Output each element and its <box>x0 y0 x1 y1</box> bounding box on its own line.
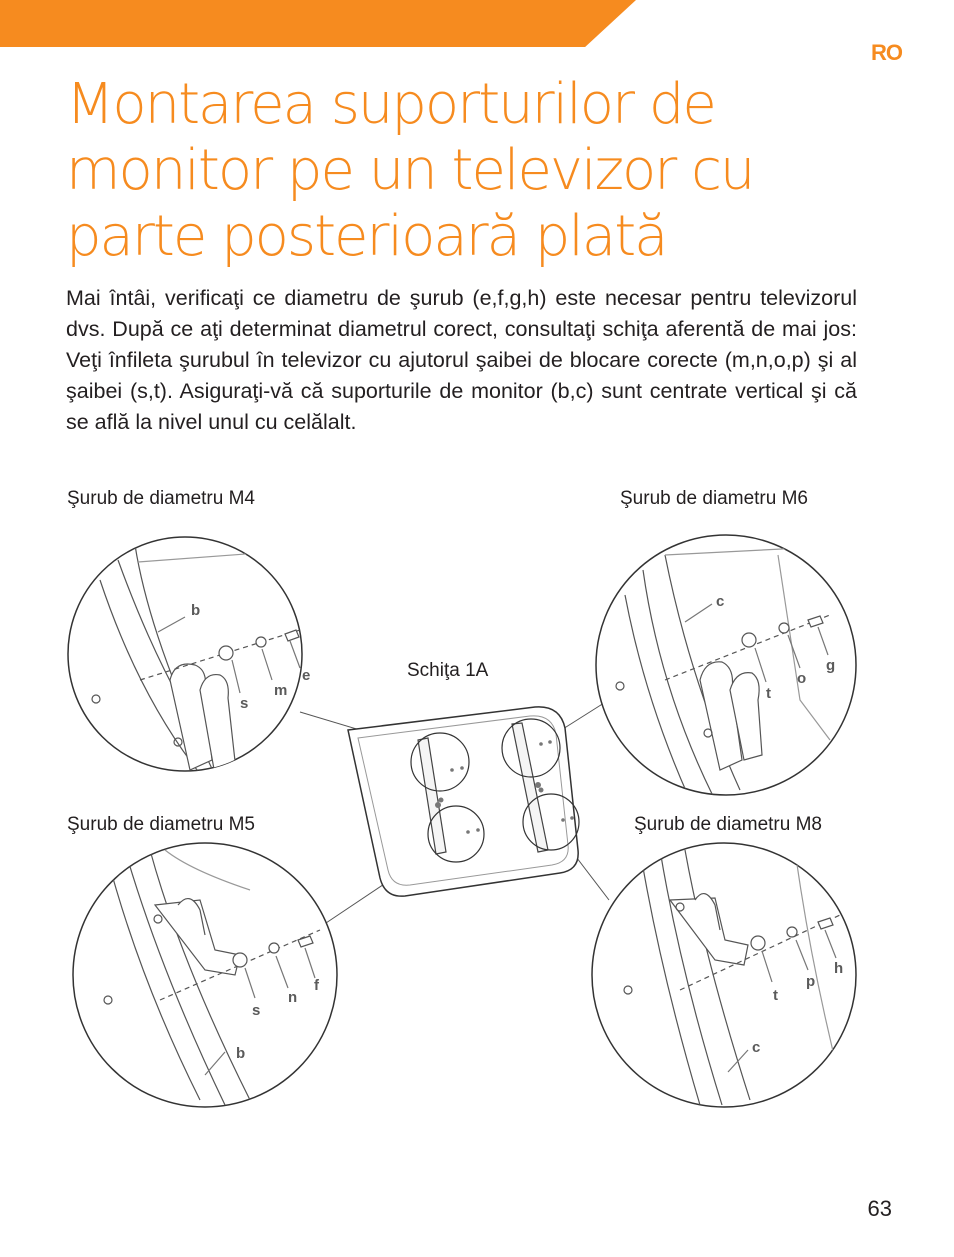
detail-m5 <box>73 843 337 1107</box>
page-title: Montarea suporturilor de monitor pe un televizor cu parte posterioară plată <box>66 72 754 269</box>
label-lock-washer-p: p <box>806 973 816 990</box>
label-bracket-c-m8: c <box>752 1039 761 1056</box>
label-bracket-b-m5: b <box>236 1045 246 1062</box>
overview-tv-panel <box>348 707 579 896</box>
caption-m6: Şurub de diametru M6 <box>620 488 808 509</box>
page-number: 63 <box>867 1196 892 1221</box>
caption-m8: Şurub de diametru M8 <box>634 814 822 835</box>
caption-m5: Şurub de diametru M5 <box>67 814 255 835</box>
label-lock-washer-o: o <box>797 670 807 687</box>
label-washer-s: s <box>240 695 249 712</box>
label-lock-washer-n: n <box>288 989 298 1006</box>
label-screw-f: f <box>314 977 319 994</box>
caption-m4: Şurub de diametru M4 <box>67 488 255 509</box>
label-screw-e: e <box>302 667 311 684</box>
label-lock-washer-m: m <box>274 682 288 699</box>
detail-m8 <box>592 843 856 1107</box>
label-washer-t: t <box>766 685 771 702</box>
label-screw-g: g <box>826 657 836 674</box>
label-bracket-c: c <box>716 593 725 610</box>
label-bracket-b: b <box>191 602 201 619</box>
detail-m4 <box>68 537 310 780</box>
label-washer-s-m5: s <box>252 1002 261 1019</box>
label-washer-t-m8: t <box>773 987 778 1004</box>
overview-label: Schiţa 1A <box>407 660 489 681</box>
intro-paragraph: Mai întâi, verificaţi ce diametru de şurub (e,f,g,h) este necesar pentru televizorul dvs. După ce aţi determinat diametrul corect, consultaţi schiţa aferentă de mai jos: Veţi înfileta şurubul în televizor cu ajutorul şaibei de blocare corecte (m,n,o,p) şi al şaibei (s,t). Asiguraţi-vă că suporturile de monitor (b,c) sunt centrate vertical şi că se află la nivel unul cu celălalt. <box>66 286 857 434</box>
detail-m6 <box>596 535 860 800</box>
language-code: RO <box>871 40 902 65</box>
label-screw-h: h <box>834 960 844 977</box>
